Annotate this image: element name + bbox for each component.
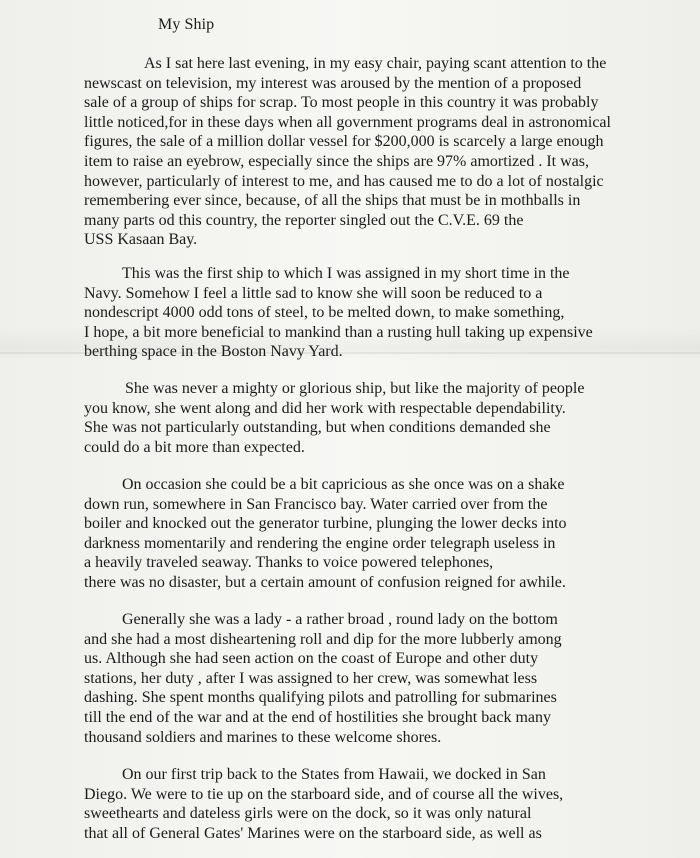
document-title: My Ship (158, 16, 215, 33)
text-line: Navy. Somehow I feel a little sad to know she will soon be reduced to a (84, 284, 543, 302)
text-line: you know, she went along and did her work with respectable dependability. (84, 399, 566, 417)
text-line: however, particularly of interest to me, and has caused me to do a lot of nostalgic (84, 172, 604, 190)
text-line: She was never a mighty or glorious ship, but like the majority of people (125, 380, 585, 397)
text-line: dashing. She spent months qualifying pilots and patrolling for submarines (84, 689, 557, 707)
text-line: Diego. We were to tie up on the starboard side, and of course all the wives, (84, 785, 564, 803)
paragraph-4 (84, 475, 644, 593)
text-line: darkness momentarily and rendering the engine order telegraph useless in (84, 534, 556, 552)
text-line: could do a bit more than expected. (84, 438, 305, 456)
text-line: Generally she was a lady - a rather broad , round lady on the bottom (122, 611, 558, 628)
text-line: This was the first ship to which I was assigned in my short time in the (122, 265, 570, 282)
text-line: sale of a group of ships for scrap. To most people in this country it was probably (84, 94, 599, 112)
text-line: thousand soldiers and marines to these welcome shores. (84, 728, 442, 746)
text-line: figures, the sale of a million dollar vessel for $200,000 is scarcely a large enough (84, 133, 604, 151)
text-line: stations, her duty , after I was assigned to her crew, was somewhat less (84, 669, 538, 687)
text-line: sweethearts and dateless girls were on the dock, so it was only natural (84, 805, 532, 823)
text-line: I hope, a bit more beneficial to mankind than a rusting hull taking up expensive (84, 323, 593, 341)
text-line: a heavily traveled seaway. Thanks to voice powered telephones, (84, 554, 494, 572)
text-line: and she had a most disheartening roll and dip for the more lubberly among (84, 630, 562, 648)
text-line: little noticed,for in these days when all government programs deal in astronomical (84, 113, 611, 131)
text-line: there was no disaster, but a certain amount of confusion reigned for awhile. (84, 573, 566, 591)
text-line: remembering ever since, because, of all the ships that must be in mothballs in (84, 192, 581, 210)
text-line: boiler and knocked out the generator turbine, plunging the lower decks into (84, 515, 567, 533)
text-line: that all of General Gates' Marines were on the starboard side, as well as (84, 824, 542, 842)
text-line: berthing space in the Boston Navy Yard. (84, 343, 343, 361)
text-line: She was not particularly outstanding, but when conditions demanded she (84, 419, 551, 437)
text-line: On our first trip back to the States from Hawaii, we docked in San (122, 766, 546, 783)
text-line: nondescript 4000 odd tons of steel, to be melted down, to make something, (84, 304, 565, 322)
text-line: till the end of the war and at the end of hostilities she brought back many (84, 708, 551, 726)
text-line: newscast on television, my interest was aroused by the mention of a proposed (84, 74, 582, 92)
paragraph-5 (84, 610, 644, 747)
text-line: many parts od this country, the reporter singled out the C.V.E. 69 the (84, 211, 524, 229)
text-line: On occasion she could be a bit capricious as she once was on a shake (122, 476, 565, 493)
text-line: USS Kasaan Bay. (84, 231, 198, 249)
text-line: item to raise an eyebrow, especially since the ships are 97% amortized . It was, (84, 152, 590, 170)
text-line: down run, somewhere in San Francisco bay. Water carried over from the (84, 495, 548, 513)
paragraph-6 (84, 765, 644, 843)
text-line: us. Although she had seen action on the coast of Europe and other duty (84, 650, 539, 668)
paragraph-1 (84, 54, 644, 250)
text-line: As I sat here last evening, in my easy chair, paying scant attention to the (144, 55, 607, 72)
paragraph-2 (84, 264, 644, 362)
paragraph-3 (84, 379, 644, 457)
